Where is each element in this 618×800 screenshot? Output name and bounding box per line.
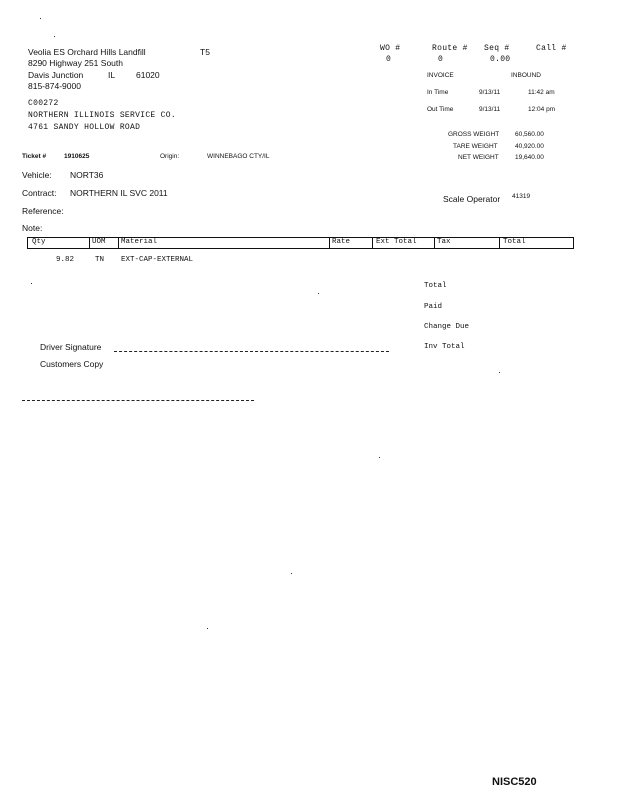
col-divider <box>329 237 330 249</box>
signature-line <box>114 351 389 352</box>
total-label: Total <box>424 282 447 290</box>
scan-speck <box>291 573 292 574</box>
scan-speck <box>207 628 208 629</box>
route-label: Route # <box>432 44 468 53</box>
line-items-header <box>27 237 574 249</box>
vehicle-label: Vehicle: <box>22 170 52 180</box>
col-tax: Tax <box>437 238 451 246</box>
gross-weight-label: GROSS WEIGHT <box>448 131 500 138</box>
col-ext-total: Ext Total <box>376 238 417 246</box>
out-time: 12:04 pm <box>528 106 556 113</box>
tare-weight-value: 40,920.00 <box>515 143 544 150</box>
driver-signature-label: Driver Signature <box>40 342 102 352</box>
net-weight-label: NET WEIGHT <box>458 154 499 161</box>
change-due-label: Change Due <box>424 323 470 331</box>
note-label: Note: <box>22 223 43 233</box>
customer-id: C00272 <box>28 99 59 108</box>
facility-phone: 815-874-9000 <box>28 81 81 91</box>
ticket-label: Ticket # <box>22 153 47 160</box>
facility-code: T5 <box>200 47 210 57</box>
facility-name: Veolia ES Orchard Hills Landfill <box>28 47 146 57</box>
col-divider <box>118 237 119 249</box>
inv-total-label: Inv Total <box>424 343 465 351</box>
row-qty: 9.82 <box>56 256 75 264</box>
out-time-label: Out Time <box>427 106 454 113</box>
call-label: Call # <box>536 44 567 53</box>
facility-city: Davis Junction <box>28 70 84 80</box>
row-uom: TN <box>95 256 105 264</box>
customer-address: 4761 SANDY HOLLOW ROAD <box>28 123 141 132</box>
scan-speck <box>379 457 380 458</box>
scan-speck <box>54 36 55 37</box>
contract-label: Contract: <box>22 188 57 198</box>
col-rate: Rate <box>332 238 351 246</box>
wo-value: 0 <box>386 55 392 64</box>
customers-copy-label: Customers Copy <box>40 359 104 369</box>
facility-state: IL <box>108 70 116 80</box>
scale-operator-value: 41319 <box>512 193 531 200</box>
in-date: 9/13/11 <box>479 89 501 96</box>
ticket-number: 1910625 <box>64 153 90 160</box>
col-uom: UOM <box>92 238 106 246</box>
seq-value: 0.00 <box>490 55 511 64</box>
vehicle-value: NORT36 <box>70 170 104 180</box>
bates-number: NISC520 <box>492 776 537 788</box>
row-material: EXT-CAP-EXTERNAL <box>121 256 194 264</box>
route-value: 0 <box>438 55 444 64</box>
col-divider <box>434 237 435 249</box>
customer-name: NORTHERN ILLINOIS SERVICE CO. <box>28 111 176 120</box>
reference-label: Reference: <box>22 206 64 216</box>
origin-label: Origin: <box>160 153 180 160</box>
col-qty: Qty <box>32 238 46 246</box>
scan-speck <box>499 372 500 373</box>
in-time: 11:42 am <box>528 89 555 96</box>
col-divider <box>499 237 500 249</box>
paid-label: Paid <box>424 303 443 311</box>
gross-weight-value: 60,560.00 <box>515 131 544 138</box>
origin-value: WINNEBAGO CTY/IL <box>207 153 270 160</box>
col-divider <box>372 237 373 249</box>
out-date: 9/13/11 <box>479 106 501 113</box>
facility-address: 8290 Highway 251 South <box>28 58 123 68</box>
scale-operator-label: Scale Operator <box>443 194 501 204</box>
scan-speck <box>31 283 32 284</box>
tear-line <box>22 400 254 401</box>
facility-zip: 61020 <box>136 70 160 80</box>
invoice-type: INVOICE <box>427 72 454 79</box>
col-material: Material <box>121 238 158 246</box>
col-divider <box>89 237 90 249</box>
tare-weight-label: TARE WEIGHT <box>453 143 498 150</box>
invoice-direction: INBOUND <box>511 72 541 79</box>
contract-value: NORTHERN IL SVC 2011 <box>70 188 168 198</box>
scan-speck <box>40 18 41 19</box>
net-weight-value: 19,640.00 <box>515 154 544 161</box>
col-total: Total <box>503 238 526 246</box>
wo-label: WO # <box>380 44 401 53</box>
in-time-label: In Time <box>427 89 449 96</box>
scan-speck <box>318 293 319 294</box>
seq-label: Seq # <box>484 44 510 53</box>
